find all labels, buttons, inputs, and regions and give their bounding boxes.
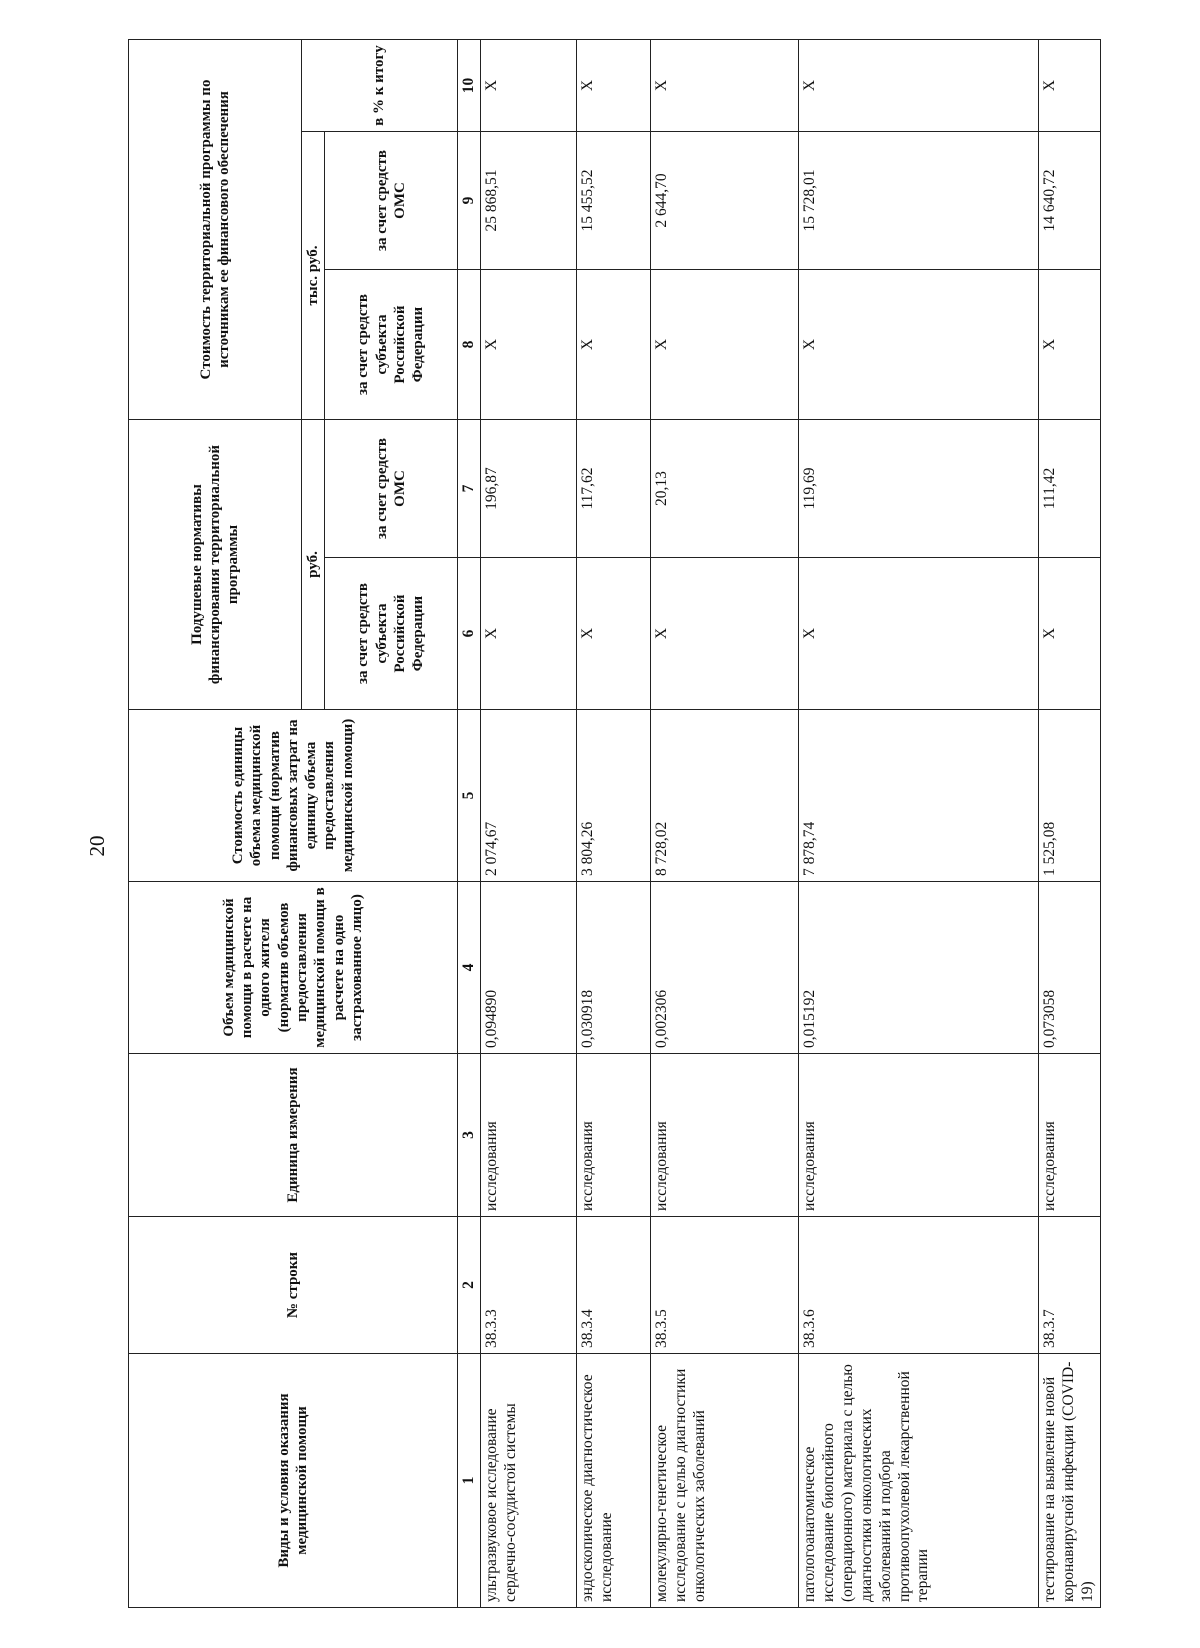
column-number: 2 xyxy=(458,1217,481,1354)
table-row xyxy=(1039,39,1101,1607)
cell-unit-cost: 1 525,08 xyxy=(1039,710,1101,882)
cell-unit: исследования xyxy=(651,1054,799,1217)
cell-unit: исследования xyxy=(481,1054,577,1217)
cell-total-subject: X xyxy=(1039,270,1101,420)
header-unit-cost: Стоимость единицы объема медицинской помощи (норматив финансовых затрат на единицу объема предоставления медицинской помощи) xyxy=(129,710,458,882)
cell-kind: патологоанатомическое исследование биопсийного (операционного) материала с целью диагностики онкологических заболеваний и подбора противоопухолевой лекарственной терапии xyxy=(799,1354,1039,1608)
cell-per-capita-subject: X xyxy=(651,558,799,710)
table-row xyxy=(651,39,799,1607)
header-kind: Виды и условия оказания медицинской помощи xyxy=(129,1354,458,1608)
cell-unit-cost: 3 804,26 xyxy=(577,710,651,882)
cell-per-capita-oms: 20,13 xyxy=(651,420,799,558)
cell-kind: тестирование на выявление новой коронавирусной инфекции (COVID-19) xyxy=(1039,1354,1101,1608)
cell-unit: исследования xyxy=(577,1054,651,1217)
cell-per-capita-subject: X xyxy=(1039,558,1101,710)
header-unit: Единица измерения xyxy=(129,1054,458,1217)
cell-line-number: 38.3.6 xyxy=(799,1217,1039,1354)
column-number: 4 xyxy=(458,882,481,1054)
column-number: 10 xyxy=(458,39,481,131)
header-per-capita-subject: за счет средств субъекта Российской Федерации xyxy=(325,558,458,710)
cell-total-oms: 25 868,51 xyxy=(481,132,577,270)
cell-percent: X xyxy=(1039,39,1101,131)
cell-total-subject: X xyxy=(577,270,651,420)
header-per-capita-oms: за счет средств ОМС xyxy=(325,420,458,558)
cell-per-capita-oms: 111,42 xyxy=(1039,420,1101,558)
cell-percent: X xyxy=(481,39,577,131)
header-unit-thousand-rub: тыс. руб. xyxy=(302,132,325,420)
table-row xyxy=(481,39,577,1607)
cell-unit: исследования xyxy=(1039,1054,1101,1217)
cell-line-number: 38.3.5 xyxy=(651,1217,799,1354)
header-line-number: № строки xyxy=(129,1217,458,1354)
header-total-oms: за счет средств ОМС xyxy=(325,132,458,270)
header-per-capita-group: Подушевые нормативы финансирования территориальной программы xyxy=(129,420,302,710)
cell-kind: эндоскопическое диагностическое исследование xyxy=(577,1354,651,1608)
cell-total-oms: 2 644,70 xyxy=(651,132,799,270)
cell-total-subject: X xyxy=(799,270,1039,420)
cell-per-capita-subject: X xyxy=(799,558,1039,710)
cell-kind: ультразвуковое исследование сердечно-сосудистой системы xyxy=(481,1354,577,1608)
page-number: 20 xyxy=(84,835,109,857)
column-number: 6 xyxy=(458,558,481,710)
column-number: 3 xyxy=(458,1054,481,1217)
cell-per-capita-oms: 119,69 xyxy=(799,420,1039,558)
cell-percent: X xyxy=(799,39,1039,131)
cell-unit-cost: 7 878,74 xyxy=(799,710,1039,882)
column-number: 9 xyxy=(458,132,481,270)
cell-per-capita-oms: 117,62 xyxy=(577,420,651,558)
financing-table xyxy=(128,39,1101,1608)
table-row xyxy=(799,39,1039,1607)
cell-total-subject: X xyxy=(651,270,799,420)
rotated-table-container xyxy=(128,40,1096,1608)
cell-volume: 0,030918 xyxy=(577,882,651,1054)
cell-volume: 0,015192 xyxy=(799,882,1039,1054)
cell-unit: исследования xyxy=(799,1054,1039,1217)
column-number: 5 xyxy=(458,710,481,882)
column-number: 7 xyxy=(458,420,481,558)
cell-volume: 0,094890 xyxy=(481,882,577,1054)
cell-line-number: 38.3.7 xyxy=(1039,1217,1101,1354)
cell-total-oms: 14 640,72 xyxy=(1039,132,1101,270)
cell-per-capita-oms: 196,87 xyxy=(481,420,577,558)
cell-volume: 0,073058 xyxy=(1039,882,1101,1054)
table-row xyxy=(577,39,651,1607)
cell-total-oms: 15 728,01 xyxy=(799,132,1039,270)
cell-percent: X xyxy=(651,39,799,131)
header-unit-rub: руб. xyxy=(302,420,325,710)
cell-total-oms: 15 455,52 xyxy=(577,132,651,270)
cell-per-capita-subject: X xyxy=(577,558,651,710)
cell-volume: 0,002306 xyxy=(651,882,799,1054)
column-number: 8 xyxy=(458,270,481,420)
cell-per-capita-subject: X xyxy=(481,558,577,710)
cell-percent: X xyxy=(577,39,651,131)
cell-line-number: 38.3.4 xyxy=(577,1217,651,1354)
header-percent: в % к итогу xyxy=(302,39,458,131)
cell-line-number: 38.3.3 xyxy=(481,1217,577,1354)
header-volume: Объем медицинской помощи в расчете на одного жителя (норматив объемов предоставления медицинской помощи в расчете на одно застрахованное лицо) xyxy=(129,882,458,1054)
cell-total-subject: X xyxy=(481,270,577,420)
header-total-subject: за счет средств субъекта Российской Федерации xyxy=(325,270,458,420)
cell-unit-cost: 2 074,67 xyxy=(481,710,577,882)
cell-unit-cost: 8 728,02 xyxy=(651,710,799,882)
cell-kind: молекулярно-генетическое исследование с целью диагностики онкологических заболеваний xyxy=(651,1354,799,1608)
header-program-cost-group: Стоимость территориальной программы по источникам ее финансового обеспечения xyxy=(129,39,302,419)
column-number: 1 xyxy=(458,1354,481,1608)
